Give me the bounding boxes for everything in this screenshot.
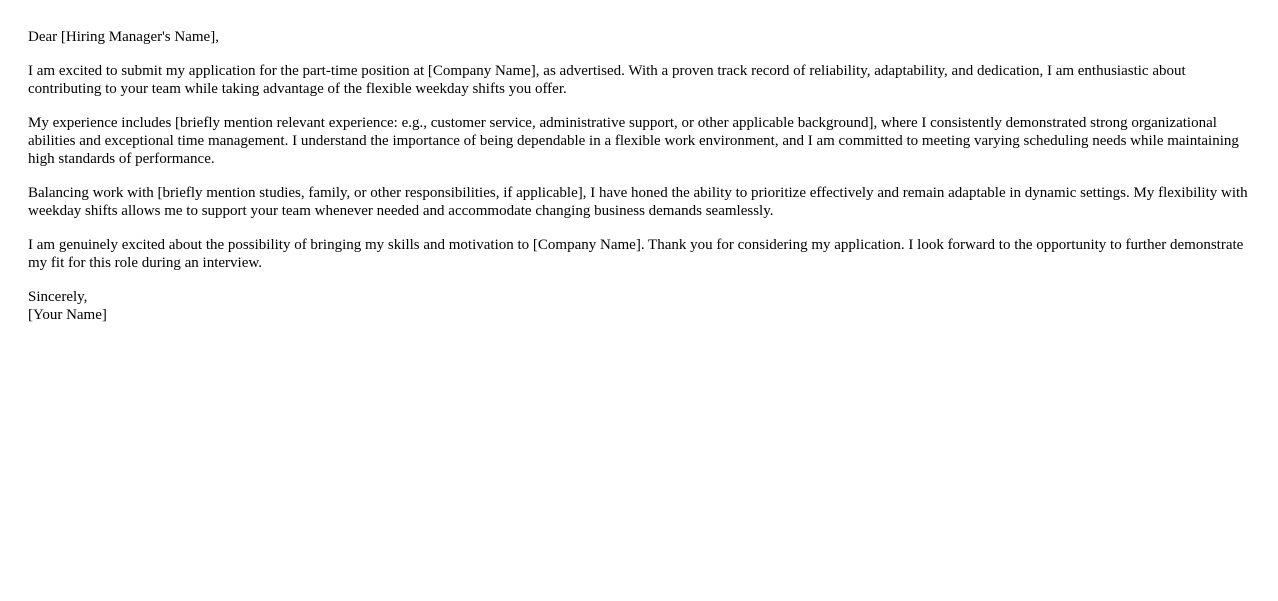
body-paragraph-conclusion: I am genuinely excited about the possibility of bringing my skills and motivation to [Company Name]. Thank you for considering my application. I look forward to the opportunity to further demonstrate my fit for this role during an interview. <box>28 237 1244 271</box>
body-paragraph-flexibility: Balancing work with [briefly mention studies, family, or other responsibilities, if applicable], I have honed the ability to prioritize effectively and remain adaptable in dynamic settings. My flexibility with weekday shifts allows me to support your team whenever needed and accommodate changing business demands seamlessly. <box>28 185 1248 219</box>
signature: [Your Name] <box>28 307 107 323</box>
closing: Sincerely, <box>28 289 88 305</box>
cover-letter <box>28 28 1250 340</box>
closing-block <box>28 288 1250 324</box>
body-paragraph-intro: I am excited to submit my application for the part-time position at [Company Name], as advertised. With a proven track record of reliability, adaptability, and dedication, I am enthusiastic about contributing to your team while taking advantage of the flexible weekday shifts you offer. <box>28 63 1186 97</box>
salutation: Dear [Hiring Manager's Name], <box>28 29 219 45</box>
body-paragraph-experience: My experience includes [briefly mention relevant experience: e.g., customer service, administrative support, or other applicable background], where I consistently demonstrated strong organizational abilities and exceptional time management. I understand the importance of being dependable in a flexible work environment, and I am committed to meeting varying scheduling needs while maintaining high standards of performance. <box>28 115 1239 167</box>
